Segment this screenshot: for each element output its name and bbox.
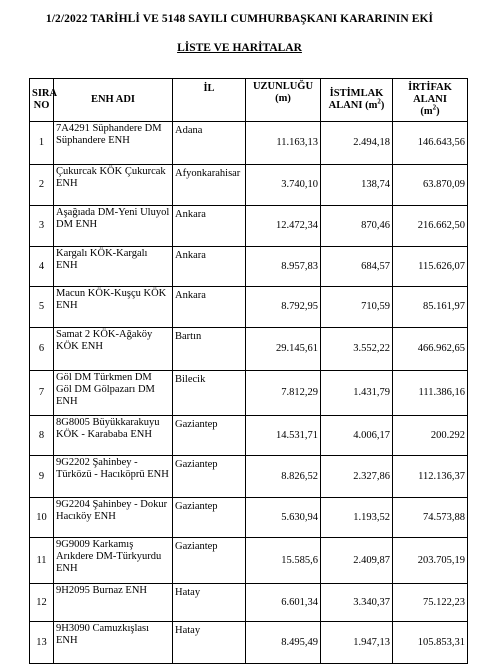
cell-irtifak-alani: 75.122,23 xyxy=(393,584,468,622)
cell-istimlak-alani: 1.193,52 xyxy=(321,498,393,538)
header-sira-no: SIRA NO xyxy=(30,79,54,122)
cell-istimlak-alani: 1.947,13 xyxy=(321,622,393,664)
cell-istimlak-alani: 4.006,17 xyxy=(321,416,393,456)
table-row xyxy=(30,328,468,371)
document-title: 1/2/2022 TARİHLİ VE 5148 SAYILI CUMHURBAŞKANI KARARININ EKİ xyxy=(45,13,434,25)
cell-irtifak-alani: 74.573,88 xyxy=(393,498,468,538)
cell-uzunlugu: 8.957,83 xyxy=(246,247,321,287)
cell-enh-adi: Macun KÖK-Kuşçu KÖK ENH xyxy=(54,287,173,328)
header-uzunlugu: UZUNLUĞU (m) xyxy=(246,79,321,122)
table-row xyxy=(30,584,468,622)
cell-irtifak-alani: 466.962,65 xyxy=(393,328,468,371)
table-row xyxy=(30,622,468,664)
cell-il: Bartın xyxy=(173,328,246,371)
cell-istimlak-alani: 710,59 xyxy=(321,287,393,328)
table-row xyxy=(30,371,468,416)
cell-il: Gaziantep xyxy=(173,538,246,584)
cell-istimlak-alani: 2.327,86 xyxy=(321,456,393,498)
cell-il: Gaziantep xyxy=(173,456,246,498)
cell-uzunlugu: 8.792,95 xyxy=(246,287,321,328)
cell-irtifak-alani: 63.870,09 xyxy=(393,165,468,206)
table-row xyxy=(30,165,468,206)
cell-sira-no: 13 xyxy=(30,622,54,664)
cell-il: Ankara xyxy=(173,247,246,287)
cell-il: Hatay xyxy=(173,584,246,622)
cell-istimlak-alani: 2.409,87 xyxy=(321,538,393,584)
cell-irtifak-alani: 203.705,19 xyxy=(393,538,468,584)
cell-enh-adi: 9G2202 Şahinbey - Türközü - Hacıköprü ENH xyxy=(54,456,173,498)
table-header-row xyxy=(30,79,468,122)
enh-table xyxy=(29,78,468,664)
cell-irtifak-alani: 111.386,16 xyxy=(393,371,468,416)
cell-enh-adi: 9H3090 Camuzkışlası ENH xyxy=(54,622,173,664)
cell-irtifak-alani: 146.643,56 xyxy=(393,122,468,165)
cell-istimlak-alani: 138,74 xyxy=(321,165,393,206)
cell-il: Gaziantep xyxy=(173,416,246,456)
cell-sira-no: 9 xyxy=(30,456,54,498)
cell-uzunlugu: 8.495,49 xyxy=(246,622,321,664)
cell-uzunlugu: 29.145,61 xyxy=(246,328,321,371)
cell-il: Bilecik xyxy=(173,371,246,416)
cell-uzunlugu: 3.740,10 xyxy=(246,165,321,206)
header-enh-adi: ENH ADI xyxy=(54,79,173,122)
cell-il: Adana xyxy=(173,122,246,165)
cell-sira-no: 10 xyxy=(30,498,54,538)
cell-istimlak-alani: 684,57 xyxy=(321,247,393,287)
cell-uzunlugu: 11.163,13 xyxy=(246,122,321,165)
cell-sira-no: 11 xyxy=(30,538,54,584)
table-row xyxy=(30,122,468,165)
cell-irtifak-alani: 112.136,37 xyxy=(393,456,468,498)
table-row xyxy=(30,206,468,247)
cell-sira-no: 5 xyxy=(30,287,54,328)
cell-irtifak-alani: 105.853,31 xyxy=(393,622,468,664)
cell-uzunlugu: 8.826,52 xyxy=(246,456,321,498)
cell-il: Ankara xyxy=(173,287,246,328)
cell-uzunlugu: 12.472,34 xyxy=(246,206,321,247)
cell-uzunlugu: 6.601,34 xyxy=(246,584,321,622)
cell-sira-no: 3 xyxy=(30,206,54,247)
cell-istimlak-alani: 1.431,79 xyxy=(321,371,393,416)
cell-sira-no: 6 xyxy=(30,328,54,371)
cell-irtifak-alani: 85.161,97 xyxy=(393,287,468,328)
cell-enh-adi: 8G8005 Büyükkarakuyu KÖK - Karababa ENH xyxy=(54,416,173,456)
cell-enh-adi: 7A4291 Süphandere DM Süphandere ENH xyxy=(54,122,173,165)
cell-uzunlugu: 14.531,71 xyxy=(246,416,321,456)
cell-sira-no: 1 xyxy=(30,122,54,165)
table-row xyxy=(30,416,468,456)
table-row xyxy=(30,538,468,584)
cell-enh-adi: Samat 2 KÖK-Ağaköy KÖK ENH xyxy=(54,328,173,371)
cell-il: Afyonkarahisar xyxy=(173,165,246,206)
cell-uzunlugu: 7.812,29 xyxy=(246,371,321,416)
cell-uzunlugu: 5.630,94 xyxy=(246,498,321,538)
cell-istimlak-alani: 870,46 xyxy=(321,206,393,247)
cell-sira-no: 7 xyxy=(30,371,54,416)
cell-sira-no: 2 xyxy=(30,165,54,206)
cell-enh-adi: Aşağıada DM-Yeni Uluyol DM ENH xyxy=(54,206,173,247)
cell-irtifak-alani: 216.662,50 xyxy=(393,206,468,247)
cell-irtifak-alani: 200.292 xyxy=(393,416,468,456)
cell-istimlak-alani: 3.552,22 xyxy=(321,328,393,371)
cell-uzunlugu: 15.585,6 xyxy=(246,538,321,584)
cell-enh-adi: Kargalı KÖK-Kargalı ENH xyxy=(54,247,173,287)
document-subtitle: LİSTE VE HARİTALAR xyxy=(177,42,302,54)
cell-istimlak-alani: 2.494,18 xyxy=(321,122,393,165)
cell-sira-no: 12 xyxy=(30,584,54,622)
cell-enh-adi: Göl DM Türkmen DM Göl DM Gölpazarı DM ENH xyxy=(54,371,173,416)
cell-irtifak-alani: 115.626,07 xyxy=(393,247,468,287)
cell-sira-no: 4 xyxy=(30,247,54,287)
cell-enh-adi: Çukurcak KÖK Çukurcak ENH xyxy=(54,165,173,206)
table-row xyxy=(30,498,468,538)
cell-il: Gaziantep xyxy=(173,498,246,538)
header-il: İL xyxy=(173,79,246,122)
table-row xyxy=(30,247,468,287)
table-row xyxy=(30,456,468,498)
cell-il: Hatay xyxy=(173,622,246,664)
cell-enh-adi: 9G2204 Şahinbey - Dokur Hacıköy ENH xyxy=(54,498,173,538)
cell-istimlak-alani: 3.340,37 xyxy=(321,584,393,622)
header-irtifak-alani: İRTİFAK ALANI $(m^2)$ xyxy=(393,79,468,122)
cell-il: Ankara xyxy=(173,206,246,247)
table-row xyxy=(30,287,468,328)
header-istimlak-alani: İSTİMLAK ALANI $(m^2)$ xyxy=(321,79,393,122)
cell-enh-adi: 9G9009 Karkamış Arıkdere DM-Türkyurdu ENH xyxy=(54,538,173,584)
cell-enh-adi: 9H2095 Burnaz ENH xyxy=(54,584,173,622)
cell-sira-no: 8 xyxy=(30,416,54,456)
